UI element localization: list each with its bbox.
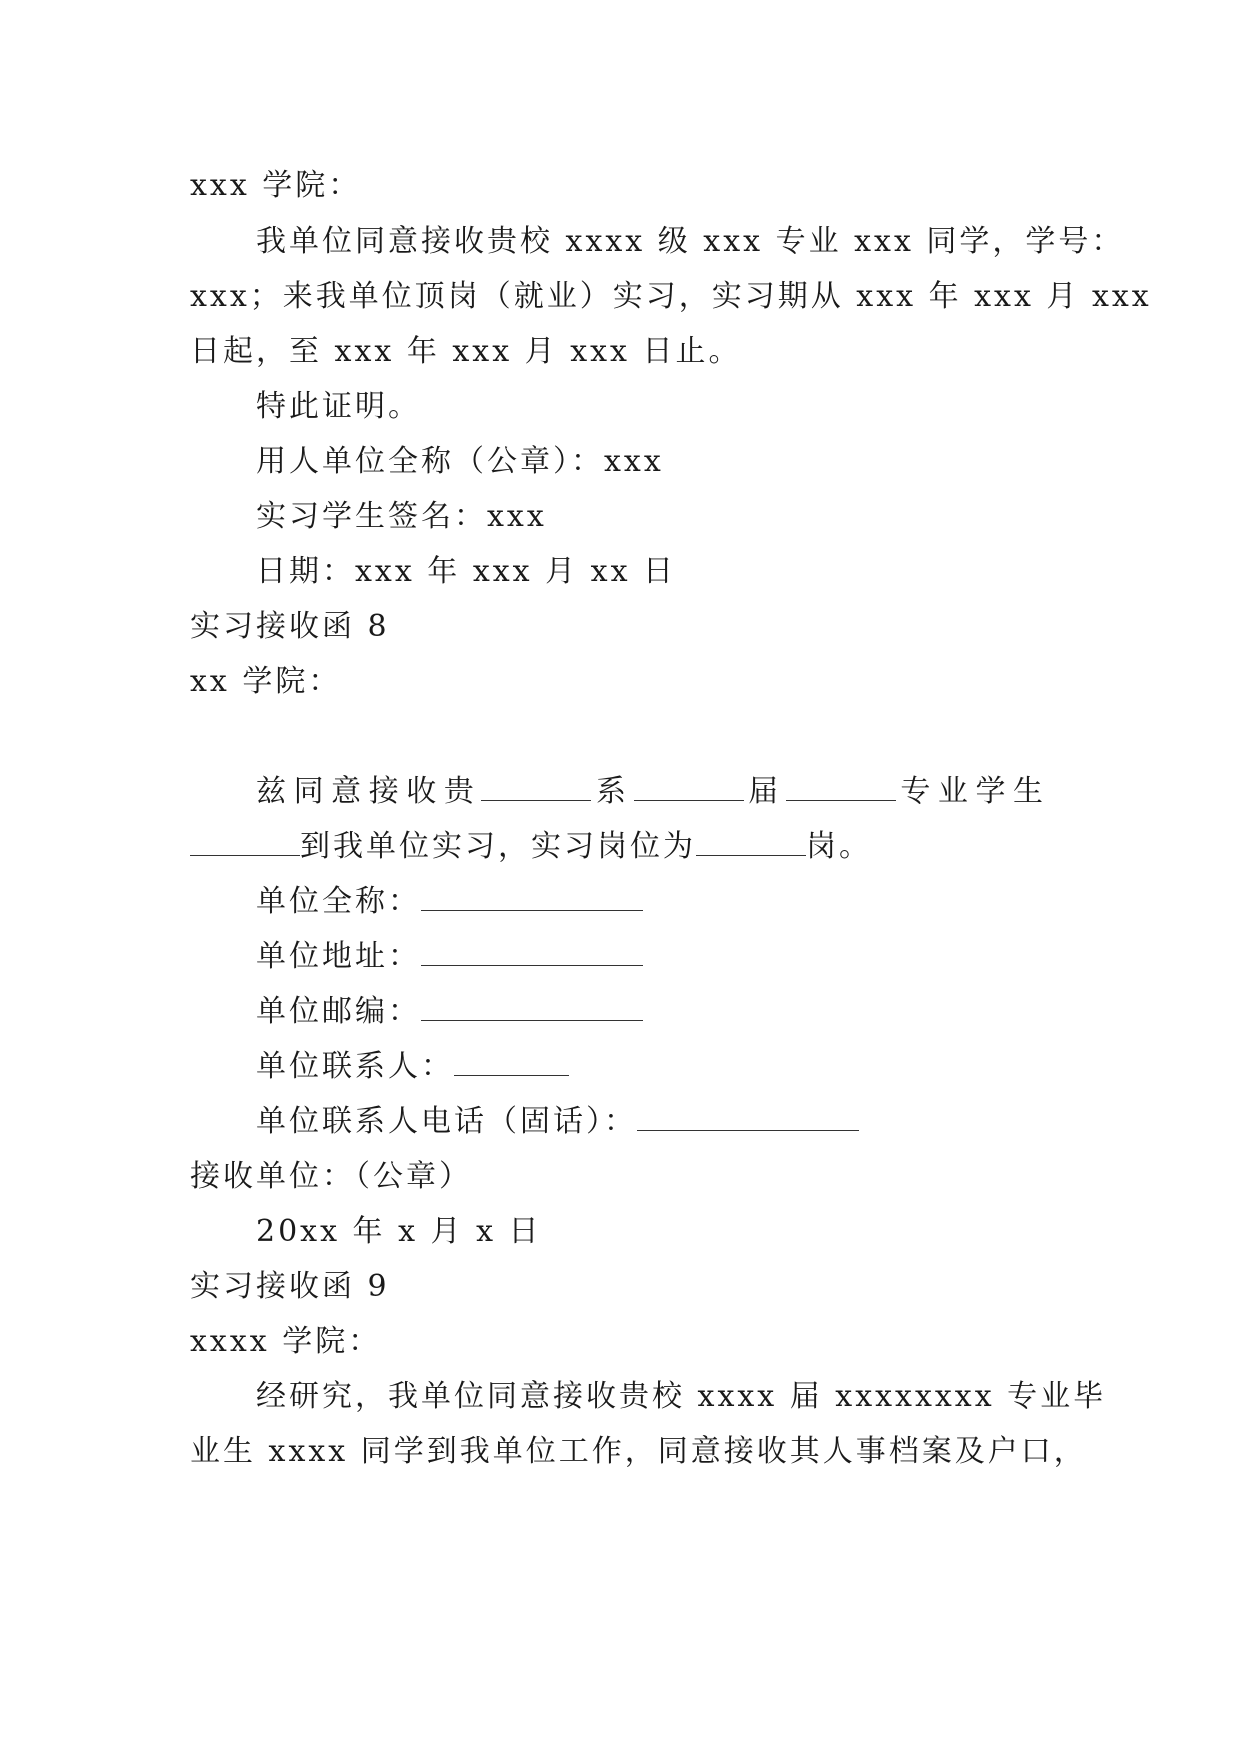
unit-contact-row	[256, 1047, 569, 1087]
department-blank	[481, 776, 591, 801]
letter8-body-line1	[256, 772, 1046, 812]
letter8-body-part4: 专业学生	[895, 774, 1047, 809]
letter7-employer-name: 用人单位全称（公章）：xxx	[256, 444, 664, 479]
unit-postcode-label: 单位邮编：	[256, 994, 421, 1029]
letter9-body-line1: 经研究，我单位同意接收贵校 xxxx 届 xxxxxxxx 专业毕	[256, 1379, 1107, 1414]
unit-phone-row	[256, 1102, 859, 1142]
letter9-title: 实习接收函 9	[190, 1269, 390, 1304]
letter8-salutation: xx 学院：	[190, 664, 342, 699]
letter8-body-part6: 岗。	[806, 829, 872, 864]
unit-postcode-row	[256, 992, 643, 1032]
unit-contact-blank	[454, 1051, 569, 1076]
unit-name-label: 单位全称：	[256, 884, 421, 919]
unit-address-label: 单位地址：	[256, 939, 421, 974]
letter8-body-part1: 兹同意接收贵	[256, 774, 482, 809]
letter8-title: 实习接收函 8	[190, 609, 390, 644]
letter7-body-line3: 日起，至 xxx 年 xxx 月 xxx 日止。	[190, 334, 742, 369]
letter8-body-line2	[190, 827, 872, 867]
unit-name-blank	[421, 886, 643, 911]
letter7-closing: 特此证明。	[256, 389, 421, 424]
letter9-salutation: xxxx 学院：	[190, 1324, 382, 1359]
letter8-body-part5: 到我单位实习，实习岗位为	[300, 829, 696, 864]
letter8-receiving-unit: 接收单位：（公章）	[190, 1159, 472, 1194]
letter7-student-signature: 实习学生签名：xxx	[256, 499, 547, 534]
unit-name-row	[256, 882, 643, 922]
letter8-body-part2: 系	[591, 774, 634, 809]
unit-phone-blank	[637, 1106, 859, 1131]
unit-phone-label: 单位联系人电话（固话）：	[256, 1104, 637, 1139]
position-blank	[696, 831, 806, 856]
unit-address-row	[256, 937, 643, 977]
student-name-blank	[190, 831, 300, 856]
letter7-body-line2: xxx；来我单位顶岗（就业）实习，实习期从 xxx 年 xxx 月 xxx	[190, 279, 1152, 314]
major-blank	[786, 776, 896, 801]
letter7-salutation: xxx 学院：	[190, 168, 362, 203]
unit-postcode-blank	[421, 996, 643, 1021]
letter9-body-line2: 业生 xxxx 同学到我单位工作，同意接收其人事档案及户口，	[190, 1434, 1087, 1469]
letter7-date: 日期：xxx 年 xxx 月 xx 日	[256, 554, 677, 589]
letter8-body-part3: 届	[743, 774, 786, 809]
unit-contact-label: 单位联系人：	[256, 1049, 454, 1084]
letter8-date: 20xx 年 x 月 x 日	[256, 1214, 542, 1249]
unit-address-blank	[421, 941, 643, 966]
letter7-body-line1: 我单位同意接收贵校 xxxx 级 xxx 专业 xxx 同学，学号：	[256, 224, 1125, 259]
class-year-blank	[634, 776, 744, 801]
